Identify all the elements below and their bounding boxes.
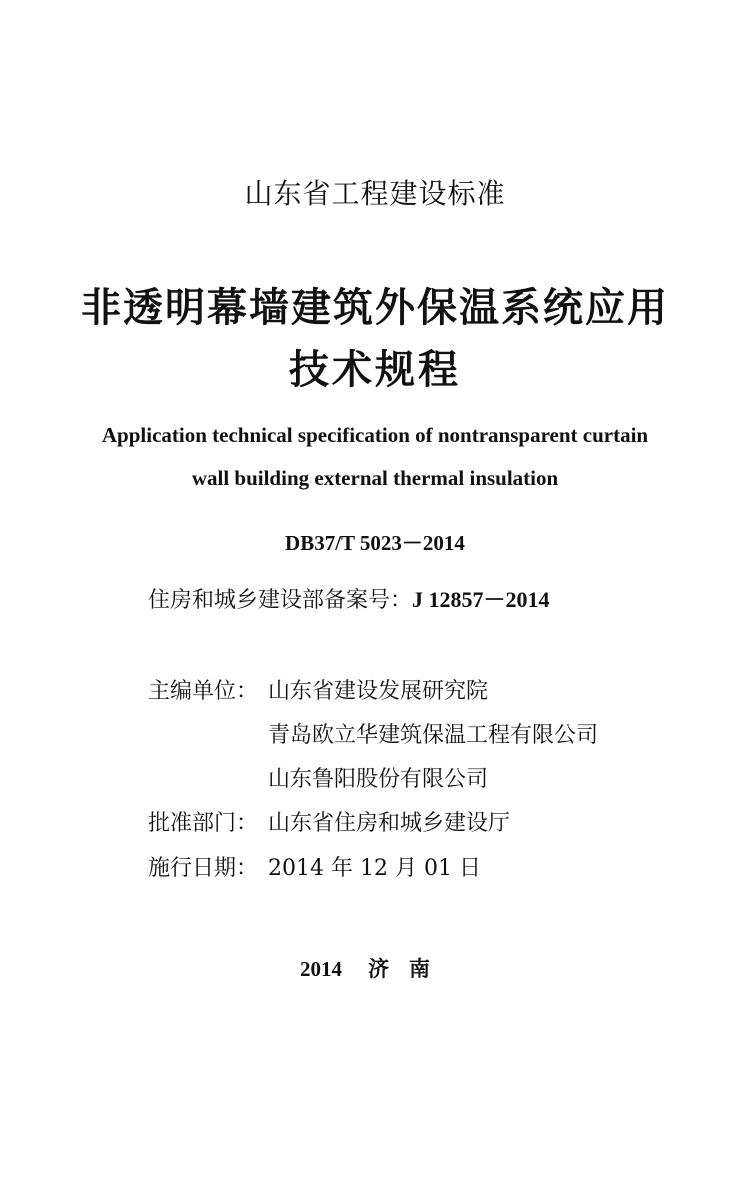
- approver-row: [148, 806, 510, 837]
- effective-date-label: 施行日期：: [148, 856, 259, 881]
- record-number-row: [148, 583, 550, 614]
- effective-date-value: 2014 年 12 月 01 日: [268, 856, 481, 881]
- publication-year: 2014: [300, 957, 342, 981]
- record-label: 住房和城乡建设部备案号：: [148, 588, 413, 613]
- record-number: J 12857－2014: [412, 587, 550, 612]
- main-title-line-2: 技术规程: [289, 346, 461, 393]
- editor-label: 主编单位：: [148, 679, 259, 704]
- editor-row: [148, 674, 488, 705]
- effective-date-row: [148, 851, 481, 882]
- editor-unit-2: 青岛欧立华建筑保温工程有限公司: [268, 723, 599, 748]
- editor-unit-1: 山东省建设发展研究院: [268, 679, 489, 704]
- main-title-line-1: 非透明幕墙建筑外保温系统应用: [81, 284, 669, 331]
- approver-value: 山东省住房和城乡建设厅: [268, 811, 511, 836]
- english-title-line-2: wall building external thermal insulation: [191, 466, 559, 490]
- standard-series: 山东省工程建设标准: [244, 177, 506, 210]
- approver-label: 批准部门：: [148, 811, 259, 836]
- editor-unit-3: 山东鲁阳股份有限公司: [268, 767, 489, 792]
- publication-city: 济南: [368, 956, 450, 981]
- english-title-line-1: Application technical specification of nontransparent curtain: [101, 423, 649, 447]
- standard-code: DB37/T 5023－2014: [285, 531, 465, 555]
- publication-footer: [0, 953, 750, 983]
